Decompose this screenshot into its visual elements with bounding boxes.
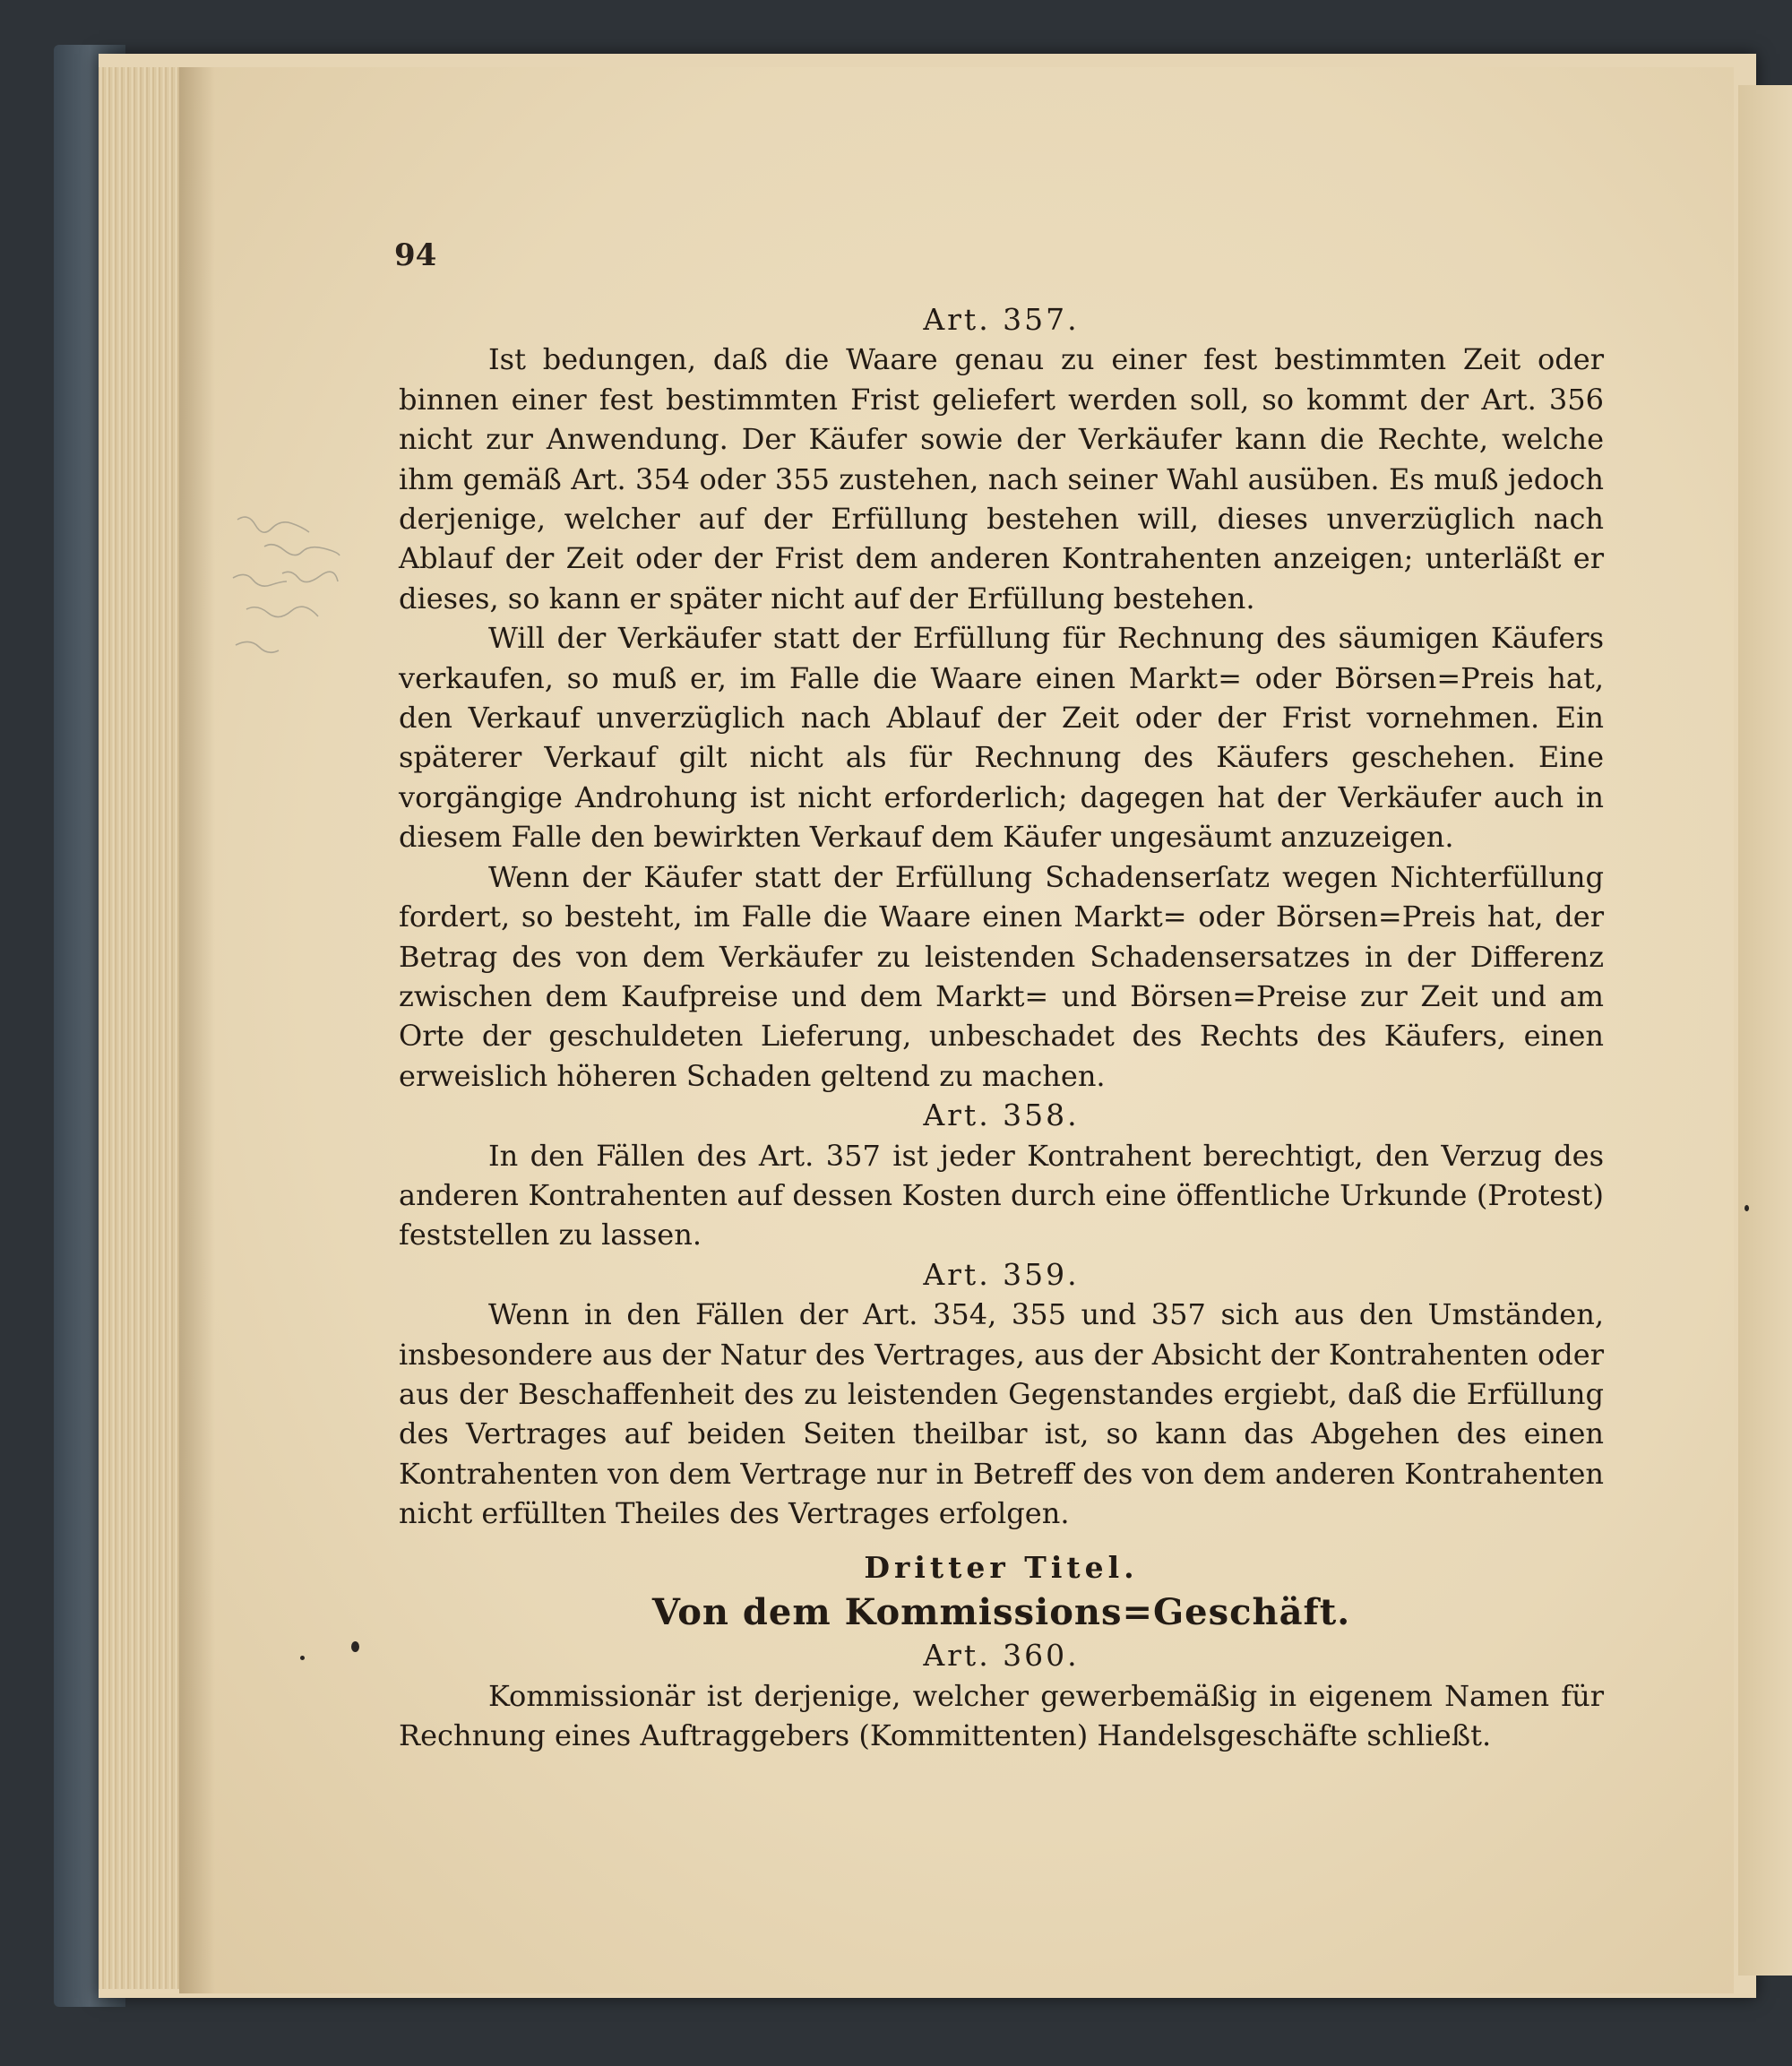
ink-spot (300, 1656, 305, 1660)
paragraph: In den Fällen des Art. 357 ist jeder Kontrahent berechtigt, den Verzug des anderen Kontrahenten auf dessen Kosten durch eine öffentliche Urkunde (Protest) feststellen zu lassen. (399, 1138, 1604, 1253)
article-heading: Art. 357. (923, 302, 1080, 337)
pencil-marginalia (228, 511, 363, 681)
article-heading: Art. 360. (923, 1638, 1080, 1674)
ink-spot (351, 1641, 359, 1652)
page-number: 94 (394, 237, 437, 273)
paragraph: Wenn der Käufer statt der Erfüllung Schadenserſatz wegen Nichterfüllung fordert, so besteht, im Falle die Waare einen Markt= oder Börsen=Preis hat, der Betrag des von dem Verkäufer zu leistenden Schadensersatzes in der Differenz zwischen dem Kaufpreise und dem Markt= und Börsen=Preise zur Zeit und am Orte der geschuldeten Lieferung, unbeschadet des Rechts des Käufers, einen erweislich höheren Schaden geltend zu machen. (399, 859, 1604, 1093)
paragraph: Kommissionär ist derjenige, welcher gewerbemäßig in eigenem Namen für Rechnung eines Auftraggebers (Kommittenten) Handelsgeschäfte schließt. (399, 1678, 1604, 1753)
paragraph: Ist bedungen, daß die Waare genau zu einer fest bestimmten Zeit oder binnen einer fest bestimmten Frist geliefert werden soll, so kommt der Art. 356 nicht zur Anwendung. Der Käufer sowie der Verkäufer kann die Rechte, welche ihm gemäß Art. 354 oder 355 zustehen, nach seiner Wahl ausüben. Es muß jedoch derjenige, welcher auf der Erfüllung bestehen will, dieses unverzüglich nach Ablauf der Zeit oder der Frist dem anderen Kontrahenten anzeigen; unterläßt er dieses, so kann er später nicht auf der Erfüllung bestehen. (399, 342, 1604, 615)
article-heading: Art. 358. (923, 1098, 1080, 1133)
section-heading: Von dem Kommissions=Geschäft. (651, 1591, 1351, 1633)
ink-spot (1745, 1205, 1749, 1211)
paragraph: Wenn in den Fällen der Art. 354, 355 und 357 sich aus den Umständen, insbesondere aus der Natur des Vertrages, aus der Absicht der Kontrahenten oder aus der Beschaffenheit des zu leistenden Gegenstandes ergiebt, daß die Erfüllung des Vertrages auf beiden Seiten theilbar ist, so kann das Abgehen des einen Kontrahenten von dem Vertrage nur in Betreff des von dem anderen Kontrahenten nicht erfüllten Theiles des Vertrages erfolgen. (399, 1297, 1604, 1531)
page-edges (99, 67, 184, 1989)
next-page-strip (1738, 85, 1792, 1976)
section-titel: Dritter Titel. (864, 1549, 1139, 1585)
page-text (399, 300, 1604, 1756)
page-gutter-shadow (179, 67, 215, 1993)
paragraph: Will der Verkäufer statt der Erfüllung für Rechnung des säumigen Käufers verkaufen, so muß er, im Falle die Waare einen Markt= oder Börsen=Preis hat, den Verkauf unverzüglich nach Ablauf der Zeit oder der Frist vornehmen. Ein späterer Verkauf gilt nicht als für Rechnung des Käufers geschehen. Eine vorgängige Androhung ist nicht erforderlich; dagegen hat der Verkäufer auch in diesem Falle den bewirkten Verkauf dem Käufer ungesäumt anzuzeigen. (399, 621, 1604, 855)
article-heading: Art. 359. (923, 1256, 1080, 1292)
